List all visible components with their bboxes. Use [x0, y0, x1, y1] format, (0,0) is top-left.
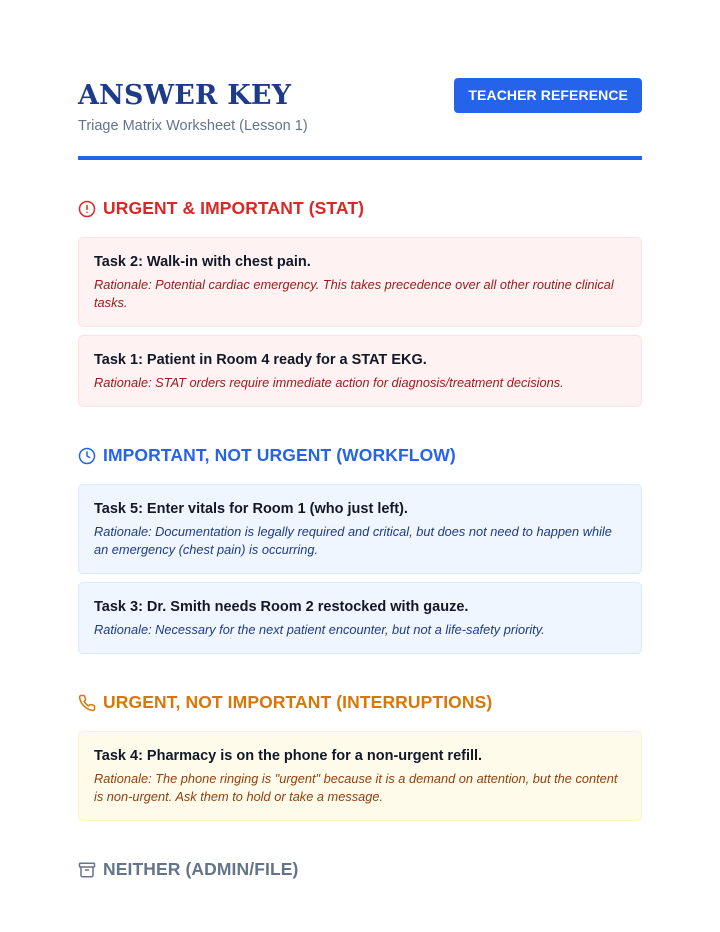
section-title: NEITHER (ADMIN/FILE): [103, 859, 299, 879]
teacher-reference-badge: TEACHER REFERENCE: [454, 78, 642, 113]
task-rationale: Rationale: Documentation is legally required and critical, but does not need to happen while an emergency (chest pain) is occurring.: [94, 524, 612, 557]
section-neither: [78, 859, 642, 880]
section-header: [78, 445, 642, 466]
task-card: [78, 484, 642, 574]
title-block: [78, 78, 308, 134]
section-title: URGENT & IMPORTANT (STAT): [103, 198, 365, 218]
task-title: Task 1: Patient in Room 4 ready for a STAT EKG.: [94, 352, 427, 368]
section-header: [78, 198, 642, 219]
archive-icon: [78, 861, 96, 879]
task-list: [78, 484, 642, 654]
task-card: [78, 237, 642, 327]
task-title: Task 2: Walk-in with chest pain.: [94, 254, 311, 270]
section-urgent-not-important: [78, 692, 642, 821]
section-important-not-urgent: [78, 445, 642, 654]
task-title: Task 3: Dr. Smith needs Room 2 restocked with gauze.: [94, 599, 469, 615]
page-subtitle: Triage Matrix Worksheet (Lesson 1): [78, 118, 308, 134]
alert-circle-icon: [78, 200, 96, 218]
header-divider: [78, 156, 642, 160]
page-header: [78, 78, 642, 134]
clock-icon: [78, 447, 96, 465]
phone-icon: [78, 694, 96, 712]
task-rationale: Rationale: The phone ringing is "urgent" because it is a demand on attention, but the content is non-urgent. Ask them to hold or take a message.: [94, 771, 618, 804]
task-rationale: Rationale: Potential cardiac emergency. This takes precedence over all other routine clinical tasks.: [94, 277, 614, 310]
section-title: URGENT, NOT IMPORTANT (INTERRUPTIONS): [103, 692, 493, 712]
section-header: [78, 692, 642, 713]
task-rationale: Rationale: Necessary for the next patient encounter, but not a life-safety priority.: [94, 622, 545, 637]
task-card: [78, 731, 642, 821]
task-card: [78, 335, 642, 407]
section-title: IMPORTANT, NOT URGENT (WORKFLOW): [103, 445, 456, 465]
task-title: Task 4: Pharmacy is on the phone for a non-urgent refill.: [94, 748, 483, 764]
task-title: Task 5: Enter vitals for Room 1 (who just left).: [94, 501, 408, 517]
task-list: [78, 237, 642, 407]
page-title: ANSWER KEY: [78, 80, 292, 111]
task-list: [78, 731, 642, 821]
task-rationale: Rationale: STAT orders require immediate action for diagnosis/treatment decisions.: [94, 375, 564, 390]
section-header: [78, 859, 642, 880]
task-card: [78, 582, 642, 654]
section-urgent-important: [78, 198, 642, 407]
